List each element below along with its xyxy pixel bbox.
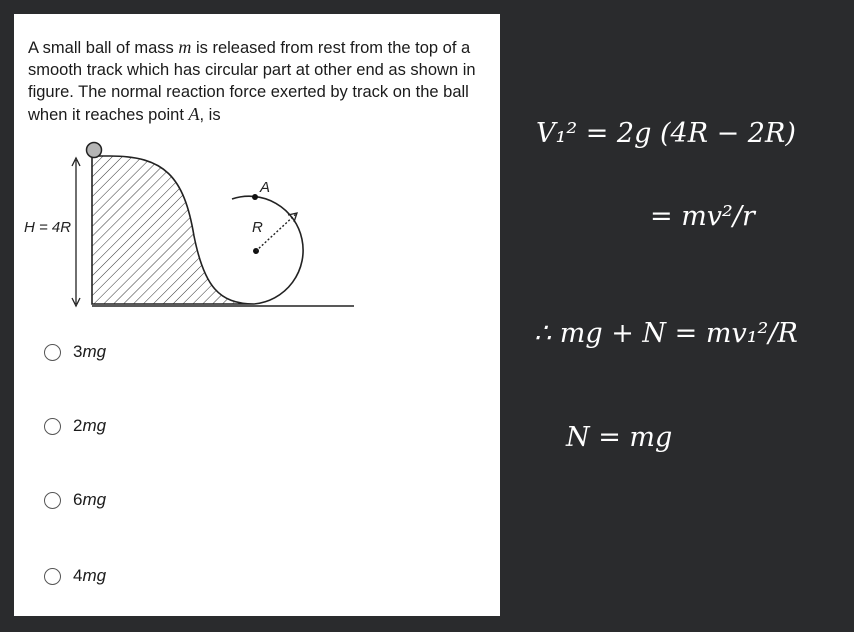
option-4-unit: mg bbox=[82, 566, 107, 585]
question-text bbox=[28, 36, 498, 126]
track-figure bbox=[14, 126, 374, 326]
radio-option-4[interactable] bbox=[44, 568, 61, 585]
option-3[interactable] bbox=[44, 490, 106, 510]
option-3-coef: 6 bbox=[73, 490, 83, 509]
radio-option-3[interactable] bbox=[44, 492, 61, 509]
option-2-unit: mg bbox=[82, 416, 107, 435]
question-card bbox=[14, 14, 500, 616]
mass-symbol: m bbox=[178, 37, 192, 57]
solution-line-3: ∴ mg + N = mv₁²/R bbox=[534, 318, 798, 349]
option-3-unit: mg bbox=[82, 490, 107, 509]
option-2[interactable] bbox=[44, 416, 106, 436]
solution-line-2: = mv²/r bbox=[650, 201, 755, 232]
option-4-coef: 4 bbox=[73, 566, 83, 585]
radio-option-2[interactable] bbox=[44, 418, 61, 435]
radius-label: R bbox=[252, 219, 263, 236]
option-1[interactable] bbox=[44, 342, 106, 362]
question-part-1: A small ball of mass bbox=[28, 39, 179, 57]
handwritten-solution bbox=[500, 0, 854, 632]
point-a-dot bbox=[252, 194, 258, 200]
option-1-unit: mg bbox=[82, 342, 107, 361]
point-symbol: A bbox=[188, 104, 200, 124]
loop-arc bbox=[232, 196, 303, 304]
radio-option-1[interactable] bbox=[44, 344, 61, 361]
solution-line-4: N = mg bbox=[566, 422, 673, 453]
question-part-2: is released from rest from the top of a smooth track which has circular part at other end as shown in figure. The normal reaction force exerted by track on the ball when it reaches point bbox=[28, 39, 476, 124]
track-body bbox=[92, 156, 254, 304]
question-part-3: , is bbox=[199, 106, 221, 124]
point-a-label: A bbox=[260, 179, 271, 196]
ball bbox=[87, 143, 102, 158]
height-label: H = 4R bbox=[24, 219, 72, 236]
option-1-coef: 3 bbox=[73, 342, 83, 361]
option-2-coef: 2 bbox=[73, 416, 83, 435]
option-4[interactable] bbox=[44, 566, 106, 586]
solution-line-1: V₁² = 2g (4R − 2R) bbox=[536, 118, 796, 149]
